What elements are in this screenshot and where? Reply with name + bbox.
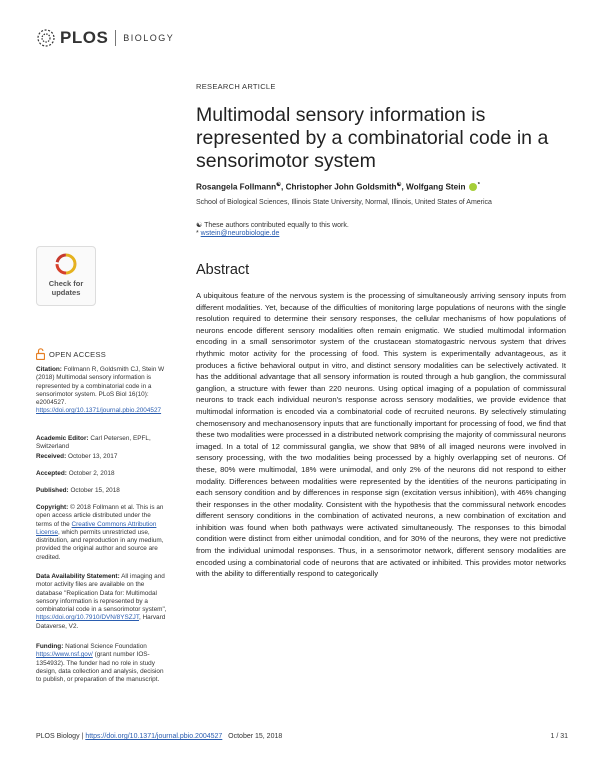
plos-logo-icon	[36, 28, 56, 48]
received-date	[36, 453, 168, 461]
corresponding-email-note	[196, 230, 279, 237]
nsf-link[interactable]: https://www.nsf.gov/	[36, 651, 93, 659]
data-availability-end: , Harvard Dataverse, V2.	[36, 614, 166, 630]
badge-line-1: Check for	[48, 279, 84, 288]
article-type: RESEARCH ARTICLE	[196, 82, 276, 91]
equal-contribution-mark: ☯	[276, 182, 282, 188]
page-footer	[36, 733, 568, 740]
footer-citation	[36, 733, 282, 740]
published-label: Published:	[36, 487, 69, 494]
orcid-icon[interactable]	[469, 183, 477, 191]
page-number: 1 / 31	[550, 733, 568, 740]
citation-text: Follmann R, Goldsmith CJ, Stein W (2018) Multimodal sensory information is represented by a combinatorial code in a sensorimotor system. PLoS Biol 16(10): e2004527.	[36, 366, 165, 407]
copyright-label: Copyright:	[36, 504, 69, 511]
footer-date: October 15, 2018	[228, 733, 283, 740]
academic-editor	[36, 435, 168, 452]
abstract-heading: Abstract	[196, 262, 250, 278]
published-date	[36, 487, 168, 495]
email-link[interactable]: wstein@neurobiologie.de	[200, 230, 280, 237]
dataverse-link[interactable]: https://doi.org/10.7910/DVN/8YSZJT	[36, 614, 140, 622]
copyright-block	[36, 504, 168, 562]
journal-name: BIOLOGY	[123, 33, 175, 43]
citation-block	[36, 366, 168, 416]
article-title: Multimodal sensory information is represented by a combinatorial code in a sensorimotor system	[196, 104, 549, 172]
funding-text-end: (grant number IOS-1354932). The funder had no role in study design, data collection and analysis, decision to publish, or preparation of the manuscript.	[36, 651, 164, 684]
author-list	[196, 182, 480, 192]
citation-label: Citation:	[36, 366, 62, 373]
data-availability-label: Data Availability Statement:	[36, 573, 120, 580]
affiliation: School of Biological Sciences, Illinois State University, Normal, Illinois, United States of America	[196, 199, 492, 206]
footer-doi-link[interactable]: https://doi.org/10.1371/journal.pbio.2004527	[85, 733, 223, 740]
brand-name: PLOS	[60, 28, 109, 47]
received-label: Received:	[36, 453, 67, 460]
accepted-date	[36, 470, 168, 478]
funding-label: Funding:	[36, 643, 64, 650]
badge-line-2: updates	[51, 287, 81, 297]
citation-doi-link[interactable]: https://doi.org/10.1371/journal.pbio.2004527	[36, 407, 162, 415]
email-mark: *	[196, 230, 201, 237]
author-name[interactable]: , Christopher John Goldsmith	[281, 182, 397, 192]
editor-name: Carl Petersen, EPFL, Switzerland	[36, 435, 151, 451]
data-availability-block	[36, 573, 168, 631]
check-for-updates-badge[interactable]	[36, 246, 96, 306]
plos-biology-logo	[36, 28, 174, 48]
published-value: October 15, 2018	[70, 487, 120, 494]
logo-divider	[115, 30, 116, 46]
corresponding-author-mark: *	[477, 182, 480, 188]
open-access-text: OPEN ACCESS	[49, 349, 107, 359]
accepted-label: Accepted:	[36, 470, 67, 477]
received-value: October 13, 2017	[67, 453, 118, 460]
data-availability-text: All imaging and motor activity files are available on the database "Replication Data for: Multimodal sensory information is represented by a combinatorial code in a sensorimotor system",	[36, 573, 167, 614]
copyright-text: © 2018 Follmann et al. This is an open access article distributed under the terms of the	[36, 504, 164, 528]
author-name[interactable]: Rosangela Follmann	[196, 182, 277, 192]
license-link[interactable]: Creative Commons Attribution License	[36, 520, 157, 536]
equal-contribution-mark: ☯	[396, 182, 402, 188]
author-name[interactable]: , Wolfgang Stein	[401, 182, 466, 192]
abstract-text: A ubiquitous feature of the nervous system is the processing of simultaneously arriving sensory inputs from different modalities. Yet, because of the difficulties of monitoring large populations of neurons with the single resolution required to determine their sensory responses, the cellular mechanisms of how populations of neurons encode different sensory modalities often remain enigmatic. We studied multimodal information encoding in a small sensorimotor system of the crustacean stomatogastric nervous system that drives rhythmic motor activity for the processing of food. This system is experimentally advantageous, as it produces a fictive behavioral output in vitro, and distinct sensory modalities can be selectively activated. It has the additional advantage that all sensory information is routed through a hub ganglion, the commissural ganglion, a structure with fewer than 220 neurons. Using optical imaging of a population of commissural neurons to track each individual neuron's response across sensory modalities, we provide evidence that multimodal information is encoded via a combinatorial code of recruited neurons. By selectively stimulating chemosensory and mechanosensory inputs that are functionally important for processing of food, we find that these two modalities were processed in a distributed network comprising the majority of commissural neurons imaged. In a total of 12 commissural ganglia, we show that 98% of all imaged neurons were involved in sensory processing, with the two modalities being processed by a highly overlapping set of neurons. Of these, 80% were multimodal, 18% were unimodal, and only 2% of the neurons did not respond to either modality. Differences between modalities were represented by the identities of the neurons participating in each sensory condition and by differences in response sign (excitation versus inhibition), with 46% changing their responses in the other modality. Consistent with the hypothesis that the commissural network encodes different sensory conditions in the combination of activated neurons, a new combination of excitation and inhibition was found when both pathways were activated simultaneously. The responses to this bimodal condition were distinct from either unimodal condition, and for 30% of the neurons, they were not predictive from the individual unimodal responses. Thus, in a sensorimotor network, different sensory modalities are encoded using a combinatorial code of neurons that are activated or inhibited. This provides motor networks with the ability to differentially respond to categorically	[196, 291, 566, 579]
open-access-label	[36, 348, 106, 360]
editor-label: Academic Editor:	[36, 435, 89, 442]
update-icon	[55, 253, 77, 275]
open-lock-icon	[36, 348, 45, 360]
accepted-value: October 2, 2018	[68, 470, 115, 477]
copyright-text-end: , which permits unrestricted use, distribution, and reproduction in any medium, provided the original author and source are credited.	[36, 528, 164, 561]
footer-journal: PLOS Biology	[36, 733, 80, 740]
funding-block	[36, 643, 168, 684]
equal-contribution-note: ☯ These authors contributed equally to this work.	[196, 222, 349, 229]
funding-text: National Science Foundation	[65, 643, 147, 650]
footer-separator: |	[79, 733, 86, 740]
